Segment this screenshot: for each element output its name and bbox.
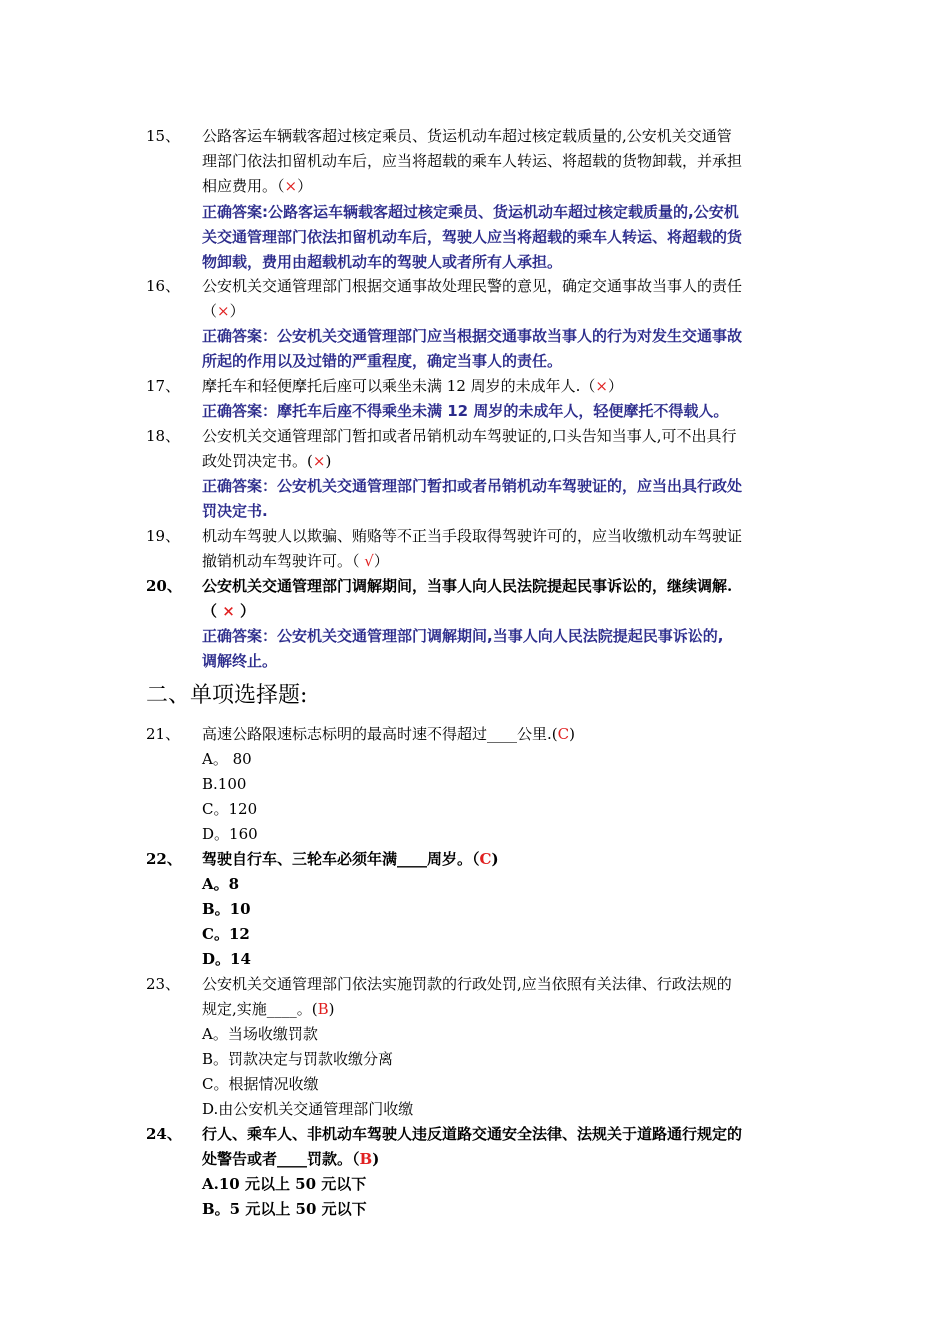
answer-line: 关交通管理部门依法扣留机动车后，驾驶人应当将超载的乘车人转运、将超载的货 (202, 228, 743, 246)
answer-mark: × (312, 452, 326, 470)
question-line (202, 722, 808, 747)
question-text (202, 1122, 808, 1172)
correct-answer (202, 474, 808, 524)
answer-line: 正确答案：公安机关交通管理部门暂扣或者吊销机动车驾驶证的，应当出具行政处 (202, 477, 743, 495)
question-number: 18、 (146, 427, 181, 445)
question-number: 22、 (146, 850, 182, 868)
question-line-text: 处警告或者____罚款。（ (202, 1150, 360, 1168)
question-text (202, 972, 808, 1022)
bracket-close: ） (607, 377, 623, 395)
bracket-close: ） (297, 177, 313, 195)
question-line (202, 997, 808, 1022)
question-number: 21、 (146, 725, 181, 743)
question-line (202, 1147, 808, 1172)
answer-mark: √ (364, 552, 374, 570)
question-text (202, 374, 808, 399)
bracket-close: ) (569, 725, 575, 743)
option-d: D。14 (202, 950, 251, 968)
question-line-text: 高速公路限速标志标明的最高时速不得超过____公里.( (202, 725, 558, 743)
bracket-close: ) (491, 850, 499, 868)
question-text (202, 274, 808, 324)
answer-mark: C (479, 850, 492, 868)
option-a: A。 80 (202, 750, 252, 768)
option-a: A。当场收缴罚款 (202, 1025, 318, 1043)
question-text (202, 847, 808, 872)
correct-answer (202, 324, 808, 374)
option-b: B。罚款决定与罚款收缴分离 (202, 1050, 394, 1068)
question-text (202, 124, 808, 199)
option-b: B.100 (202, 775, 247, 793)
answer-line: 正确答案：摩托车后座不得乘坐未满 12 周岁的未成年人，轻便摩托不得载人。 (202, 402, 729, 420)
question-line: 公安机关交通管理部门依法实施罚款的行政处罚,应当依照有关法律、行政法规的 (202, 975, 732, 993)
question-line: 理部门依法扣留机动车后，应当将超载的乘车人转运、将超载的货物卸载，并承担 (202, 152, 743, 170)
question-line-text: 规定,实施____。( (202, 1000, 318, 1018)
question-line-text: 撤销机动车驾驶许可。（ (202, 552, 365, 570)
question-number: 19、 (146, 527, 181, 545)
option-a: A.10 元以上 50 元以下 (202, 1175, 367, 1193)
question-line (202, 549, 808, 574)
question-text (202, 574, 808, 624)
bracket-close: ） (234, 602, 256, 620)
question-number: 24、 (146, 1125, 182, 1143)
bracket-close: ) (328, 1000, 335, 1018)
answer-line: 正确答案:公路客运车辆载客超过核定乘员、货运机动车超过核定载质量的,公安机 (202, 203, 739, 221)
answer-line: 所起的作用以及过错的严重程度，确定当事人的责任。 (202, 352, 563, 370)
section-title: 二、单项选择题: (146, 683, 308, 708)
question-line (202, 847, 808, 872)
answer-mark: B (317, 1000, 329, 1018)
option-d: D.由公安机关交通管理部门收缴 (202, 1100, 414, 1118)
question-text (202, 722, 808, 747)
bracket-close: ） (373, 552, 389, 570)
question-line: 公安机关交通管理部门根据交通事故处理民警的意见，确定交通事故当事人的责任 (202, 277, 743, 295)
question-line-text: 摩托车和轻便摩托后座可以乘坐未满 12 周岁的未成年人.（ (202, 377, 596, 395)
question-number: 23、 (146, 975, 181, 993)
question-line (202, 174, 808, 199)
bracket-close: ） (229, 302, 245, 320)
question-line-text: 驾驶自行车、三轮车必须年满____周岁。（ (202, 850, 480, 868)
question-text (202, 524, 808, 574)
answer-line: 罚决定书. (202, 502, 268, 520)
question-line: 机动车驾驶人以欺骗、贿赂等不正当手段取得驾驶许可的，应当收缴机动车驾驶证 (202, 527, 743, 545)
question-line-text: 政处罚决定书。( (202, 452, 313, 470)
question-line (202, 449, 808, 474)
bracket-close: ) (372, 1150, 380, 1168)
option-a: A。8 (202, 875, 240, 893)
question-line (202, 374, 808, 399)
option-b: B。5 元以上 50 元以下 (202, 1200, 367, 1218)
answer-mark: × (222, 602, 235, 620)
option-c: C。12 (202, 925, 250, 943)
correct-answer (202, 624, 808, 674)
answer-line: 调解终止。 (202, 652, 278, 670)
question-line: 公安机关交通管理部门暂扣或者吊销机动车驾驶证的,口头告知当事人,可不出具行 (202, 427, 737, 445)
answer-mark: × (595, 377, 608, 395)
question-line (202, 299, 808, 324)
answer-mark: × (217, 302, 230, 320)
bracket-open: （ (202, 302, 218, 320)
question-number: 15、 (146, 127, 181, 145)
question-line-text: 相应费用。（ (202, 177, 285, 195)
answer-mark: B (359, 1150, 373, 1168)
answer-line: 正确答案：公安机关交通管理部门应当根据交通事故当事人的行为对发生交通事故 (202, 327, 743, 345)
answer-mark: C (557, 725, 570, 743)
question-line: 行人、乘车人、非机动车驾驶人违反道路交通安全法律、法规关于道路通行规定的 (202, 1125, 743, 1143)
question-number: 20、 (146, 577, 182, 595)
option-c: C。根据情况收缴 (202, 1075, 319, 1093)
question-number: 17、 (146, 377, 181, 395)
bracket-open: （ (202, 602, 223, 620)
question-number: 16、 (146, 277, 181, 295)
option-c: C。120 (202, 800, 258, 818)
answer-mark: × (284, 177, 298, 195)
answer-line: 正确答案：公安机关交通管理部门调解期间,当事人向人民法院提起民事诉讼的, (202, 627, 724, 645)
question-text (202, 424, 808, 474)
answer-line: 物卸载，费用由超载机动车的驾驶人或者所有人承担。 (202, 253, 563, 271)
question-line: 公安机关交通管理部门调解期间，当事人向人民法院提起民事诉讼的，继续调解. (202, 577, 733, 595)
option-d: D。160 (202, 825, 258, 843)
correct-answer (202, 200, 808, 275)
correct-answer (202, 399, 808, 424)
question-line: 公路客运车辆载客超过核定乘员、货运机动车超过核定载质量的,公安机关交通管 (202, 127, 732, 145)
bracket-close: ) (325, 452, 332, 470)
option-b: B。10 (202, 900, 251, 918)
question-line (202, 599, 808, 624)
